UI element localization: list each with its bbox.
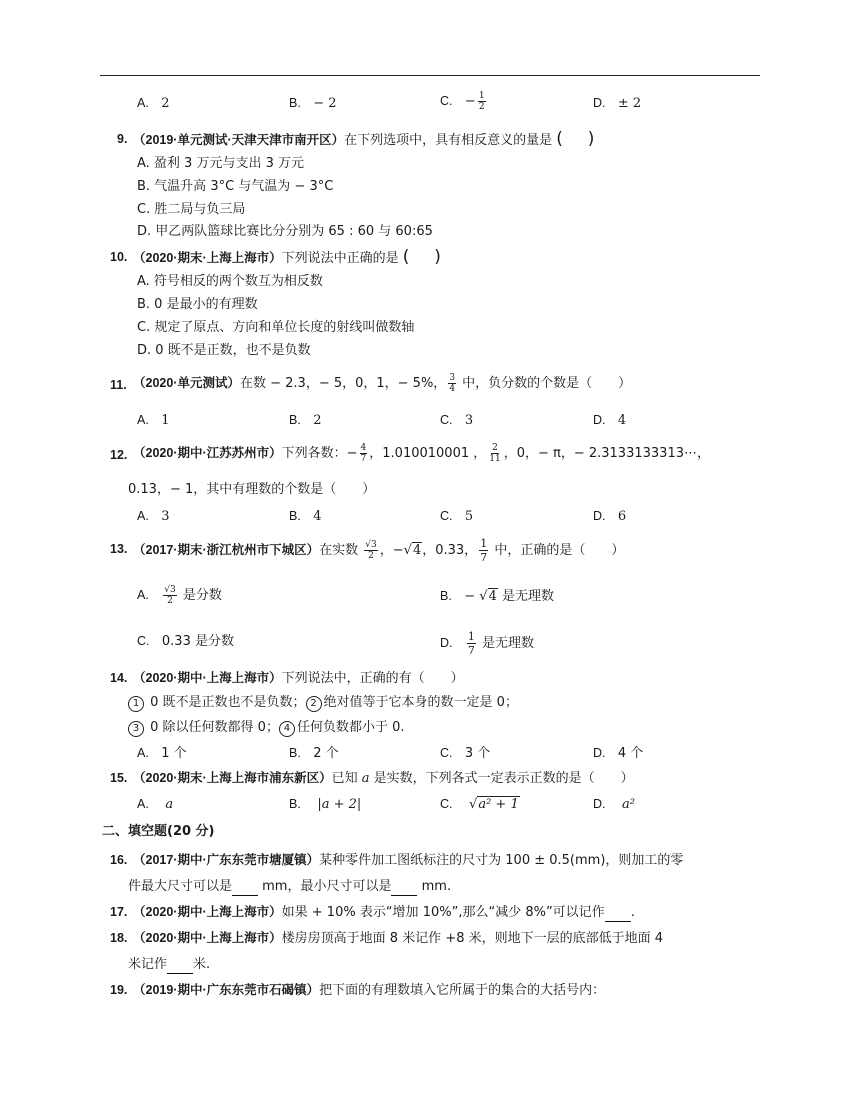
q14-option-c[interactable]: C. 3 个 bbox=[440, 746, 491, 761]
q10-option-b[interactable]: B. 0 是最小的有理数 bbox=[137, 297, 258, 312]
q8-option-d[interactable]: D. ± 2 bbox=[593, 96, 642, 111]
q12-number: 12. bbox=[110, 448, 128, 462]
answer-blank[interactable] bbox=[167, 959, 193, 974]
q19-number: 19. bbox=[110, 983, 128, 997]
q13-option-d[interactable]: D. $\frac{1}{7}$ 是无理数 bbox=[440, 630, 535, 657]
q18-stem-line2: 米记作 米. bbox=[128, 957, 211, 972]
q16-number: 16. bbox=[110, 853, 128, 867]
q14-stem: （2020·期中·上海上海市）下列说法中，正确的有（ ） bbox=[133, 671, 464, 686]
q15-option-b[interactable]: B. |a + 2| bbox=[289, 797, 362, 812]
q11-option-d[interactable]: D. 4 bbox=[593, 413, 627, 428]
q15-option-a[interactable]: A. a bbox=[137, 797, 174, 812]
q13-option-a[interactable]: A. $\frac{√3}{2}$ 是分数 bbox=[137, 585, 222, 606]
q14-option-a[interactable]: A. 1 个 bbox=[137, 746, 187, 761]
q8-option-a[interactable]: A. 2 bbox=[137, 96, 170, 111]
sqrt: √4 bbox=[403, 543, 422, 558]
q9-option-b[interactable]: B. 气温升高 3°C 与气温为 − 3°C bbox=[137, 179, 334, 194]
q9-option-a[interactable]: A. 盈利 3 万元与支出 3 万元 bbox=[137, 156, 305, 171]
header-rule bbox=[100, 75, 760, 76]
q12-option-d[interactable]: D. 6 bbox=[593, 509, 627, 524]
q15-option-c[interactable]: C. √a² + 1 bbox=[440, 797, 519, 812]
q10-option-c[interactable]: C. 规定了原点、方向和单位长度的射线叫做数轴 bbox=[137, 320, 415, 335]
q9-option-d[interactable]: D. 甲乙两队篮球比赛比分分别为 65 : 60 与 60:65 bbox=[137, 224, 433, 239]
q9-stem: （2019·单元测试·天津天津市南开区）在下列选项中，具有相反意义的量是 ( ) bbox=[133, 129, 595, 149]
q14-statements-2: 3 0 除以任何数都得 0； 4 任何负数都小于 0. bbox=[128, 719, 405, 737]
q12-option-c[interactable]: C. 5 bbox=[440, 509, 474, 524]
q12-stem: （2020·期中·江苏苏州市）下列各数：− $\frac{4}{7}$ ，1.010010001 ， $\frac{2}{11}$ ，0，− π，− 2.3133133313⋯， bbox=[133, 443, 710, 464]
q13-option-c[interactable]: C. 0.33 是分数 bbox=[137, 634, 234, 649]
q14-option-d[interactable]: D. 4 个 bbox=[593, 746, 644, 761]
q13-number: 13. bbox=[110, 542, 128, 556]
q9-number: 9. bbox=[117, 132, 128, 146]
q16-stem-line2: 件最大尺寸可以是 mm，最小尺寸可以是 mm. bbox=[128, 879, 452, 894]
answer-blank[interactable] bbox=[232, 881, 258, 896]
q10-option-a[interactable]: A. 符号相反的两个数互为相反数 bbox=[137, 274, 323, 289]
q18-number: 18. bbox=[110, 931, 128, 945]
q15-stem: （2020·期末·上海上海市浦东新区）已知 a 是实数，下列各式一定表示正数的是（ ） bbox=[133, 771, 634, 786]
q16-stem: （2017·期中·广东东莞市塘厦镇）某种零件加工图纸标注的尺寸为 100 ± 0.5(mm)，则加工的零 bbox=[133, 853, 684, 868]
q13-stem: （2017·期末·浙江杭州市下城区）在实数 $\frac{√3}{2}$ ，−√4，0.33， $\frac{1}{7}$ 中，正确的是（ ） bbox=[133, 537, 625, 564]
q12-stem-line2: 0.13，− 1，其中有理数的个数是（ ） bbox=[128, 482, 376, 497]
q12-option-b[interactable]: B. 4 bbox=[289, 509, 322, 524]
fraction: $\frac{3}{4}$ bbox=[449, 373, 456, 394]
q17-stem: （2020·期中·上海上海市）如果 + 10% 表示“增加 10%”,那么“减少 8%”可以记作 . bbox=[133, 905, 635, 920]
section-title: 二、填空题(20 分) bbox=[102, 824, 215, 839]
q15-number: 15. bbox=[110, 771, 128, 785]
q13-option-b[interactable]: B. − √4 是无理数 bbox=[440, 589, 554, 604]
q12-option-a[interactable]: A. 3 bbox=[137, 509, 170, 524]
q11-number: 11. bbox=[110, 378, 127, 392]
q11-option-b[interactable]: B. 2 bbox=[289, 413, 322, 428]
q14-option-b[interactable]: B. 2 个 bbox=[289, 746, 339, 761]
q17-number: 17. bbox=[110, 905, 128, 919]
q8-option-c[interactable]: C. − $\frac{1}{2}$ bbox=[440, 91, 485, 112]
q14-statements-1: 1 0 既不是正数也不是负数； 2 绝对值等于它本身的数一定是 0； bbox=[128, 694, 518, 712]
q10-number: 10. bbox=[110, 250, 128, 264]
q10-option-d[interactable]: D. 0 既不是正数，也不是负数 bbox=[137, 343, 311, 358]
answer-blank[interactable] bbox=[391, 881, 417, 896]
q19-stem: （2019·期中·广东东莞市石碣镇）把下面的有理数填入它所属于的集合的大括号内： bbox=[133, 983, 606, 998]
q10-stem: （2020·期末·上海上海市）下列说法中正确的是 ( ) bbox=[133, 247, 441, 267]
q18-stem: （2020·期中·上海上海市）楼房房顶高于地面 8 米记作 +8 米，则地下一层的底部低于地面 4 bbox=[133, 931, 664, 946]
q8-option-b[interactable]: B. − 2 bbox=[289, 96, 337, 111]
fraction: $\frac{1}{2}$ bbox=[478, 91, 485, 112]
q9-option-c[interactable]: C. 胜二局与负三局 bbox=[137, 202, 246, 217]
q11-option-a[interactable]: A. 1 bbox=[137, 413, 170, 428]
q14-number: 14. bbox=[110, 671, 128, 685]
q15-option-d[interactable]: D. a² bbox=[593, 797, 635, 812]
q11-stem: （2020·单元测试）在数 − 2.3，− 5，0，1，− 5%， $\frac{3}{4}$ 中，负分数的个数是（ ） bbox=[133, 373, 632, 394]
q11-option-c[interactable]: C. 3 bbox=[440, 413, 474, 428]
answer-blank[interactable] bbox=[605, 907, 631, 922]
